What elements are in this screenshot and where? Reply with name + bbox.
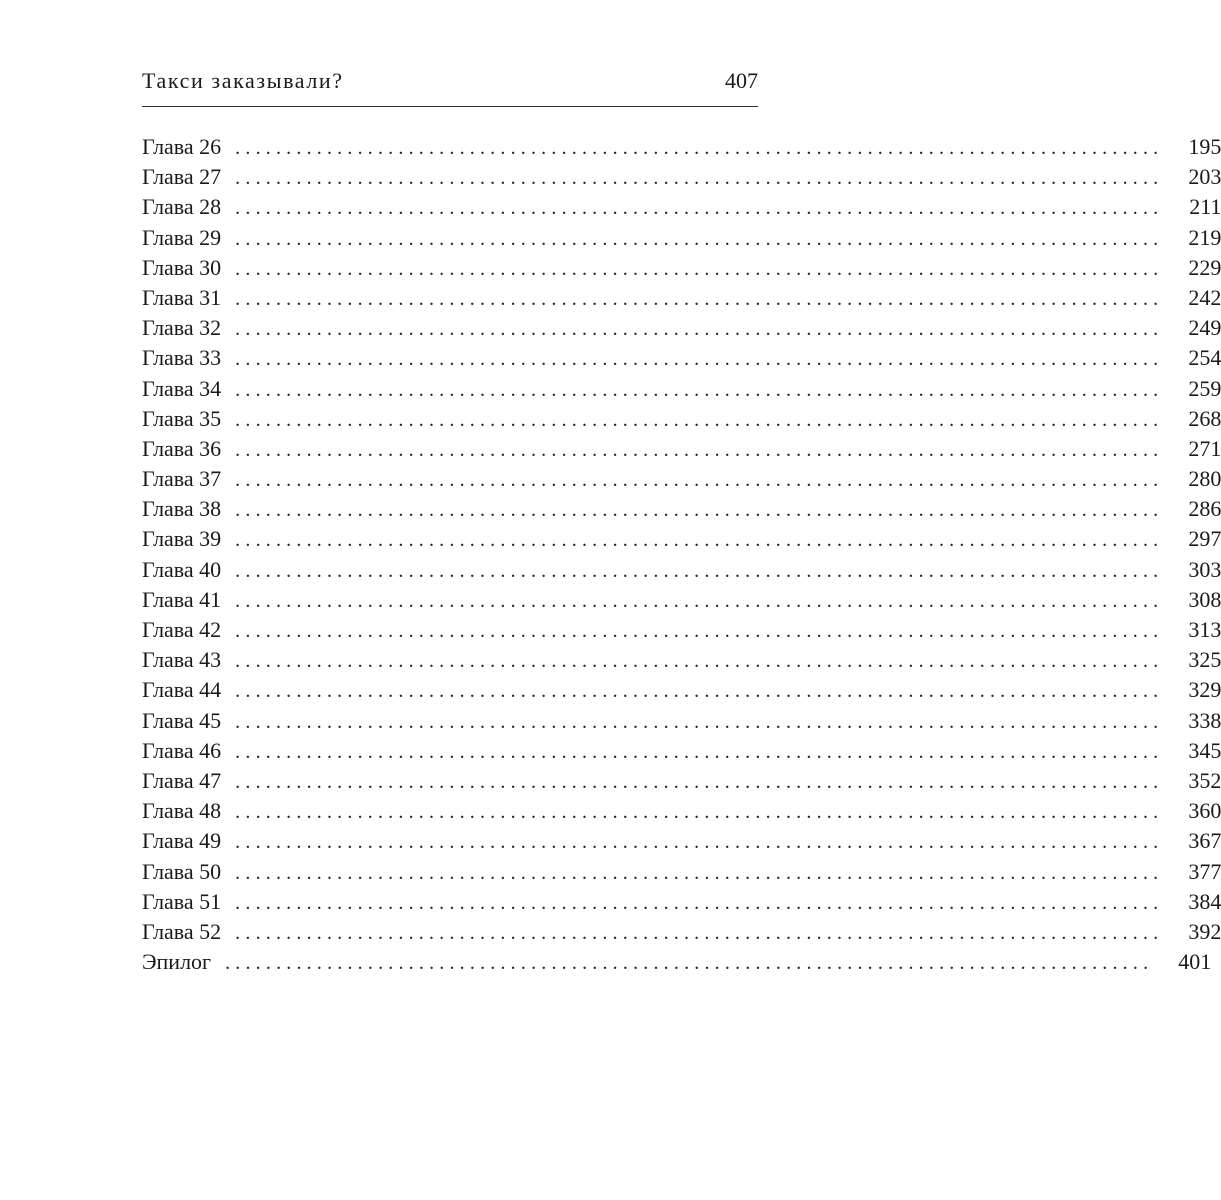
toc-entry-label: Глава 49 <box>142 828 222 854</box>
toc-entry-label: Глава 32 <box>142 315 222 341</box>
toc-dot-leader: ........................................................................................... <box>235 559 1164 582</box>
toc-entry-page: 286 <box>1188 496 1221 522</box>
toc-entry-page: 254 <box>1188 345 1221 371</box>
toc-entry-page: 325 <box>1188 647 1221 673</box>
toc-entry <box>142 192 1221 222</box>
toc-entry <box>142 585 1221 615</box>
toc-entry-page: 203 <box>1188 164 1221 190</box>
toc-dot-leader: ........................................................................................... <box>235 710 1164 733</box>
toc-entry-label: Глава 33 <box>142 345 222 371</box>
toc-entry <box>142 253 1221 283</box>
toc-entry-label: Глава 43 <box>142 647 222 673</box>
toc-entry-label: Глава 45 <box>142 707 222 733</box>
toc-entry-page: 259 <box>1188 375 1221 401</box>
toc-entry-label: Глава 40 <box>142 556 222 582</box>
toc-entry <box>142 736 1221 766</box>
toc-dot-leader: ........................................................................................... <box>235 770 1164 793</box>
toc-entry <box>142 313 1221 343</box>
toc-entry-page: 229 <box>1188 254 1221 280</box>
toc-entry <box>142 404 1221 434</box>
toc-entry-page: 303 <box>1188 556 1221 582</box>
toc-entry-label: Глава 51 <box>142 888 222 914</box>
toc-entry <box>142 706 1221 736</box>
toc-entry <box>142 555 1221 585</box>
toc-entry <box>142 132 1221 162</box>
toc-entry-label: Глава 28 <box>142 194 222 220</box>
toc-entry-label: Глава 39 <box>142 526 222 552</box>
toc-entry-label: Глава 50 <box>142 858 222 884</box>
toc-entry-label: Глава 44 <box>142 677 222 703</box>
toc-entry-page: 392 <box>1188 918 1221 944</box>
toc-entry <box>142 343 1221 373</box>
toc-entry <box>142 374 1221 404</box>
toc-entry-page: 211 <box>1189 194 1221 220</box>
toc-dot-leader: ........................................................................................... <box>235 408 1164 431</box>
toc-entry-label: Глава 52 <box>142 918 222 944</box>
toc-entry <box>142 223 1221 253</box>
toc-entry <box>142 524 1221 554</box>
toc-dot-leader: ........................................................................................... <box>235 287 1164 310</box>
toc-dot-leader: ........................................................................................... <box>235 650 1164 673</box>
toc-dot-leader: ........................................................................................... <box>225 952 1154 975</box>
toc-dot-leader: ........................................................................................... <box>235 257 1164 280</box>
toc-entry <box>142 796 1221 826</box>
toc-dot-leader: ........................................................................................... <box>235 378 1164 401</box>
toc-entry <box>142 947 1212 977</box>
toc-entry-page: 268 <box>1188 405 1221 431</box>
toc-entry-page: 360 <box>1188 798 1221 824</box>
toc-entry-page: 352 <box>1188 767 1221 793</box>
toc-dot-leader: ........................................................................................... <box>235 921 1164 944</box>
toc-entry-label: Глава 37 <box>142 466 222 492</box>
toc-entry <box>142 826 1221 856</box>
toc-dot-leader: ........................................................................................... <box>235 318 1164 341</box>
toc-entry-page: 219 <box>1188 224 1221 250</box>
toc-entry <box>142 857 1221 887</box>
toc-entry <box>142 494 1221 524</box>
toc-dot-leader: ........................................................................................... <box>235 620 1164 642</box>
toc-entry-page: 367 <box>1188 828 1221 854</box>
table-of-contents <box>142 132 1221 977</box>
toc-entry-page: 329 <box>1188 677 1221 703</box>
toc-entry-label: Глава 31 <box>142 284 222 310</box>
toc-entry <box>142 464 1221 494</box>
toc-entry-label: Глава 30 <box>142 254 222 280</box>
toc-entry-label: Глава 38 <box>142 496 222 522</box>
toc-entry-page: 242 <box>1188 284 1221 310</box>
toc-dot-leader: ........................................................................................... <box>235 197 1164 220</box>
toc-dot-leader: ........................................................................................... <box>235 348 1164 371</box>
toc-dot-leader: ........................................................................................... <box>235 831 1164 854</box>
toc-entry-page: 401 <box>1178 949 1212 975</box>
toc-dot-leader: ........................................................................................... <box>235 227 1164 250</box>
toc-entry <box>142 645 1221 675</box>
toc-dot-leader: ........................................................................................... <box>235 469 1164 492</box>
toc-entry-page: 271 <box>1188 435 1221 461</box>
toc-entry-label: Глава 46 <box>142 737 222 763</box>
toc-entry-page: 345 <box>1188 737 1221 763</box>
toc-entry-label: Глава 26 <box>142 134 222 159</box>
toc-dot-leader: ........................................................................................... <box>235 891 1164 914</box>
toc-entry <box>142 887 1221 917</box>
toc-entry-label: Глава 27 <box>142 164 222 190</box>
toc-entry-label: Глава 41 <box>142 586 222 612</box>
toc-entry-page: 280 <box>1188 466 1221 492</box>
toc-entry-page: 313 <box>1188 617 1221 642</box>
page-header <box>142 66 758 107</box>
toc-entry-page: 338 <box>1188 707 1221 733</box>
toc-dot-leader: ........................................................................................... <box>235 740 1164 763</box>
toc-entry <box>142 434 1221 464</box>
toc-dot-leader: ........................................................................................... <box>235 680 1164 703</box>
toc-entry-label: Глава 48 <box>142 798 222 824</box>
toc-entry-page: 384 <box>1188 888 1221 914</box>
running-title: Такси заказывали? <box>142 68 344 93</box>
toc-entry-page: 249 <box>1188 315 1221 341</box>
toc-dot-leader: ........................................................................................... <box>235 167 1164 190</box>
toc-entry-label: Глава 36 <box>142 435 222 461</box>
toc-entry-label: Глава 35 <box>142 405 222 431</box>
toc-entry <box>142 283 1221 313</box>
toc-entry-page: 297 <box>1188 526 1221 552</box>
page-number: 407 <box>725 68 758 93</box>
toc-entry <box>142 917 1221 947</box>
toc-dot-leader: ........................................................................................... <box>235 801 1164 824</box>
toc-entry-label: Глава 47 <box>142 767 222 793</box>
toc-dot-leader: ........................................................................................... <box>235 438 1164 461</box>
toc-dot-leader: ........................................................................................... <box>235 499 1164 522</box>
toc-entry <box>142 162 1221 192</box>
toc-entry-page: 308 <box>1188 586 1221 612</box>
toc-dot-leader: ........................................................................................... <box>235 861 1164 884</box>
toc-entry <box>142 615 1221 645</box>
toc-entry-page: 195 <box>1188 134 1221 159</box>
toc-entry-page: 377 <box>1188 858 1221 884</box>
toc-dot-leader: ........................................................................................... <box>235 137 1164 159</box>
toc-entry-label: Глава 34 <box>142 375 222 401</box>
toc-entry-label: Эпилог <box>142 949 212 975</box>
toc-entry <box>142 675 1221 705</box>
toc-entry-label: Глава 29 <box>142 224 222 250</box>
toc-entry <box>142 766 1221 796</box>
toc-entry-label: Глава 42 <box>142 617 222 642</box>
toc-dot-leader: ........................................................................................... <box>235 589 1164 612</box>
toc-dot-leader: ........................................................................................... <box>235 529 1164 552</box>
